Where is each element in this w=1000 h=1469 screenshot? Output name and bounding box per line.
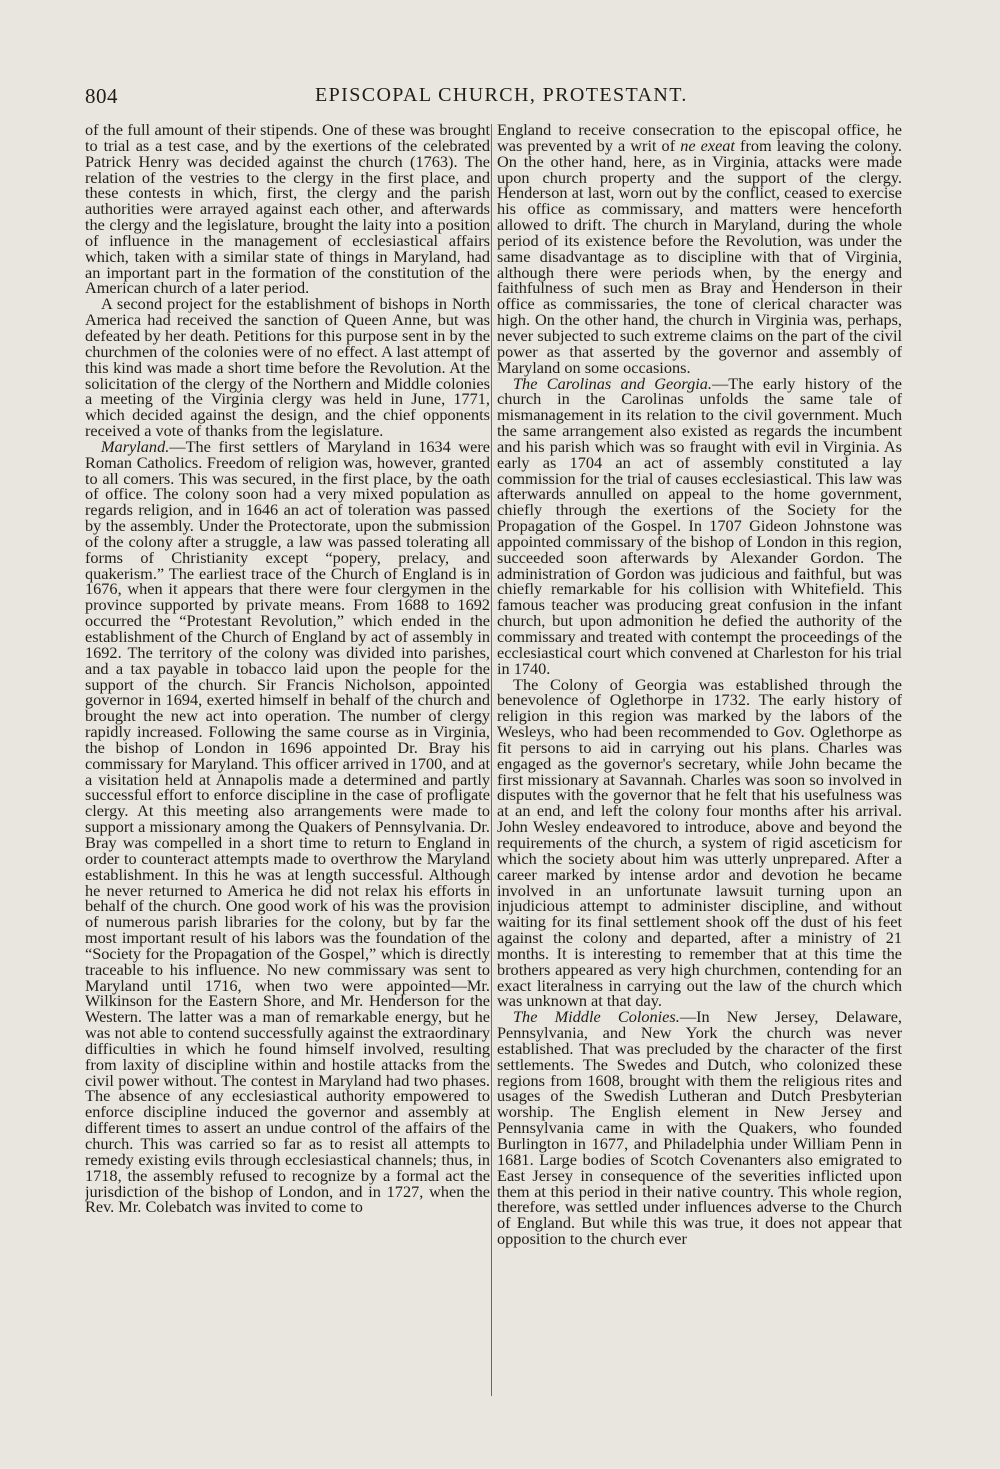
section-heading: The Carolinas and Georgia. [513, 373, 712, 393]
running-title: EPISCOPAL CHURCH, PROTESTANT. [315, 84, 688, 106]
paragraph-text: from leaving the colony. On the other hand, here, as in Virginia, attacks were made upon church property and the support of the clergy. Henderson at last, worn out by the conflict, ceased to exercise his office as commissary, and matters were henceforth allowed to drift. The church in Maryland, during the whole period of its existence before the Revolution, was under the same disadvantage as to discipline with that of Virginia, although there were periods when, by the energy and faithfulness of such men as Bray and Henderson in their office as commissaries, the tone of clerical character was high. On the other hand, the church in Virginia was, perhaps, never subjected to such extreme claims on the part of the civil power as that asserted by the governor and assembly of Maryland on some occasions. [497, 135, 902, 377]
page-header [85, 84, 915, 114]
column-divider [491, 124, 492, 1396]
section-body: —In New Jersey, Delaware, Pennsylvania, and New York the church was never established. That was precluded by the character of the first settlements. The Swedes and Dutch, who colonized these regions from 1608, brought with them the religious rites and usages of the Swedish Lutheran and Dutch Presbyterian worship. The English element in New Jersey and Pennsylvania came in with the Quakers, who founded Burlington in 1677, and Philadelphia under William Penn in 1681. Large bodies of Scotch Covenanters also emigrated to East Jersey in consequence of the severities inflicted upon them at this period in their native country. This whole region, therefore, was settled under influences adverse to the Church of England. But while this was true, it does not appear that opposition to the church ever [497, 1007, 902, 1249]
section-paragraph-middle-colonies [497, 1009, 902, 1247]
section-heading: The Middle Colonies. [513, 1007, 680, 1027]
section-paragraph-maryland [85, 436, 490, 1217]
page-number: 804 [85, 84, 118, 108]
paragraph: of the full amount of their stipends. One of these was brought to trial as a test case, and by the exertions of the celebrated Patrick Henry was decided against the church (1763). The relation of the vestries to the clergy in the first place, and these contests in which, first, the clergy and the parish authorities were arrayed against each other, and afterwards the clergy and the legislature, brought the laity into a position of influence in the management of ecclesiastical affairs which, taken with a similar state of things in Maryland, had an important part in the formation of the constitution of the American church of a later period. [85, 122, 490, 298]
right-column [497, 122, 902, 1407]
section-body: —The first settlers of Maryland in 1634 were Roman Catholics. Freedom of religion was, however, granted to all comers. This was secured, in the first place, by the oath of office. The colony soon had a very mixed population as regards religion, and in 1646 an act of toleration was passed by the assembly. Under the Protectorate, upon the submission of the colony after a struggle, a law was passed tolerating all forms of Christianity except “popery, prelacy, and quakerism.” The earliest trace of the Church of England is in 1676, when it appears that there were four clergymen in the province supported by private means. From 1688 to 1692 occurred the “Protestant Revolution,” which ended in the establishment of the Church of England by act of assembly in 1692. The territory of the colony was divided into parishes, and a tax payable in tobacco laid upon the people for the support of the church. Sir Francis Nicholson, appointed governor in 1694, exerted himself in behalf of the church and brought the new act into operation. The number of clergy rapidly increased. Following the same course as in Virginia, the bishop of London in 1696 appointed Dr. Bray his commissary for Maryland. This officer arrived in 1700, and at a visitation held at Annapolis made a determined and partly successful effort to enforce discipline in the case of profligate clergy. At this meeting also arrangements were made to support a missionary among the Quakers of Pennsylvania. Dr. Bray was compelled in a short time to return to England in order to counteract attempts made to overthrow the Maryland establishment. In this he was at length successful. Although he never returned to America he did not relax his efforts in behalf of the church. One good work of his was the provision of numerous parish libraries for the colony, but by far the most important result of his labors was the foundation of the “Society for the Propagation of the Gospel,” which is directly traceable to his influence. No new commissary was sent to Maryland until 1716, when two were appointed—Mr. Wilkinson for the Eastern Shore, and Mr. Henderson for the Western. The latter was a man of remarkable energy, but he was not able to contend successfully against the extraordinary difficulties in which he found himself involved, resulting from laxity of discipline within and hostile attacks from the civil power without. The contest in Maryland had two phases. The absence of any ecclesiastical authority empowered to enforce discipline induced the governor and assembly at different times to assert an undue control of the affairs of the church. This was carried so far as to resist all attempts to remedy existing evils through ecclesiastical channels; thus, in 1718, the assembly refused to recognize by a formal act the jurisdiction of the bishop of London, and in 1727, when the Rev. Mr. Colebatch was invited to come to [85, 436, 490, 1217]
paragraph [497, 122, 902, 376]
paragraph: A second project for the establishment of bishops in North America had received the sanction of Queen Anne, but was defeated by her death. Petitions for this purpose sent in by the churchmen of the colonies were of no effect. A last attempt of this kind was made a short time before the Revolution. At the solicitation of the clergy of the Northern and Middle colonies a meeting of the Virginia clergy was held in June, 1771, which decided against the design, and the chief opponents received a vote of thanks from the legislature. [85, 294, 490, 441]
section-body: —The early history of the church in the Carolinas unfolds the same tale of mismanagement in its relation to the civil government. Much the same arrangement also existed as regards the incumbent and his parish which was so fraught with evil in Virginia. As early as 1704 an act of assembly constituted a lay commission for the trial of causes ecclesiastical. This law was afterwards annulled on appeal to the home government, chiefly through the exertions of the Society for the Propagation of the Gospel. In 1707 Gideon Johnstone was appointed commissary of the bishop of London in this region, succeeded soon afterwards by Alexander Gordon. The administration of Gordon was judicious and faithful, but was chiefly remarkable for his collision with Whitefield. This famous teacher was producing great confusion in the infant church, but upon admonition he defied the authority of the commissary and treated with contempt the proceedings of the ecclesiastical court which convened at Charleston for his trial in 1740. [497, 373, 902, 678]
section-paragraph-carolinas [497, 373, 902, 678]
left-column [85, 122, 490, 1407]
section-heading: Maryland. [101, 436, 170, 456]
paragraph-text: England to receive consecration to the episcopal office, he was prevented by a writ of [497, 122, 902, 155]
paragraph: The Colony of Georgia was established through the benevolence of Oglethorpe in 1732. The early history of religion in this region was marked by the labors of the Wesleys, who had been recommended to Gov. Oglethorpe as fit persons to aid in carrying out his plans. Charles was engaged as the governor's secretary, while John became the first missionary at Savannah. Charles was soon so involved in disputes with the governor that he felt that his usefulness was at an end, and left the colony four months after his arrival. John Wesley endeavored to introduce, above and beyond the requirements of the church, a system of rigid asceticism for which the society about him was utterly unprepared. After a career marked by intense ardor and devotion he became involved in an unfortunate lawsuit turning upon an injudicious attempt to administer discipline, and without waiting for its final settlement shook off the dust of his feet against the colony and departed, after a ministry of 21 months. It is interesting to remember that at this time the brothers appeared as very high churchmen, contending for an exact literalness in carrying out the law of the church which was unknown at that day. [497, 674, 902, 1011]
latin-term: ne exeat [680, 135, 735, 155]
